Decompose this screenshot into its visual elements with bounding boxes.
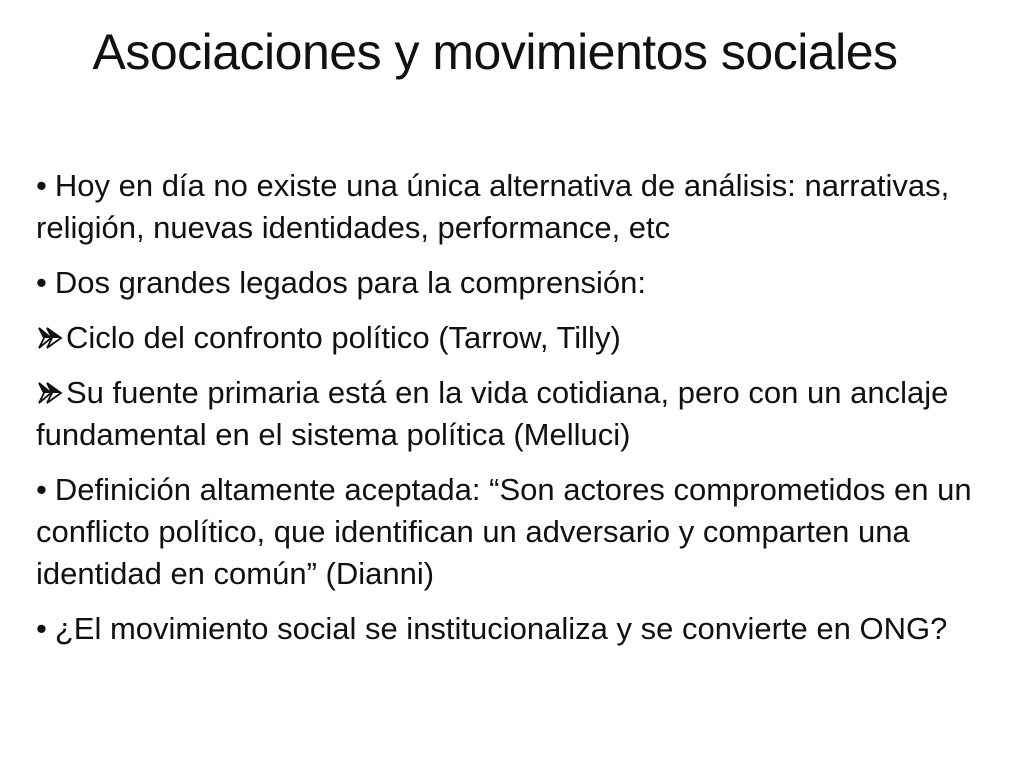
bullet-icon: • [36,265,47,300]
bullet-icon: • [36,472,47,507]
bullet-icon: • [36,168,47,203]
bullet-icon: • [36,611,47,646]
list-item [36,372,986,456]
list-item [36,317,986,359]
list-item [36,262,986,304]
bullet-list [36,165,986,663]
list-item [36,608,986,650]
list-item-text: ¿El movimiento social se institucionaliza y se convierte en ONG? [54,611,948,646]
list-item-text: Definición altamente aceptada: “Son actores comprometidos en un conflicto político, que identifican un adversario y comparten una identidad en común” (Dianni) [36,472,972,591]
arrow-bullet-icon [36,375,66,410]
list-item [36,165,986,249]
slide-title: Asociaciones y movimientos sociales [92,24,898,80]
arrow-bullet-icon [36,320,66,355]
list-item-text: Dos grandes legados para la comprensión: [54,265,646,300]
list-item-text: Su fuente primaria está en la vida cotidiana, pero con un anclaje fundamental en el sistema política (Melluci) [36,375,949,452]
list-item [36,469,986,595]
list-item-text: Ciclo del confronto político (Tarrow, Tilly) [66,320,621,355]
list-item-text: Hoy en día no existe una única alternativa de análisis: narrativas, religión, nuevas identidades, performance, etc [36,168,950,245]
